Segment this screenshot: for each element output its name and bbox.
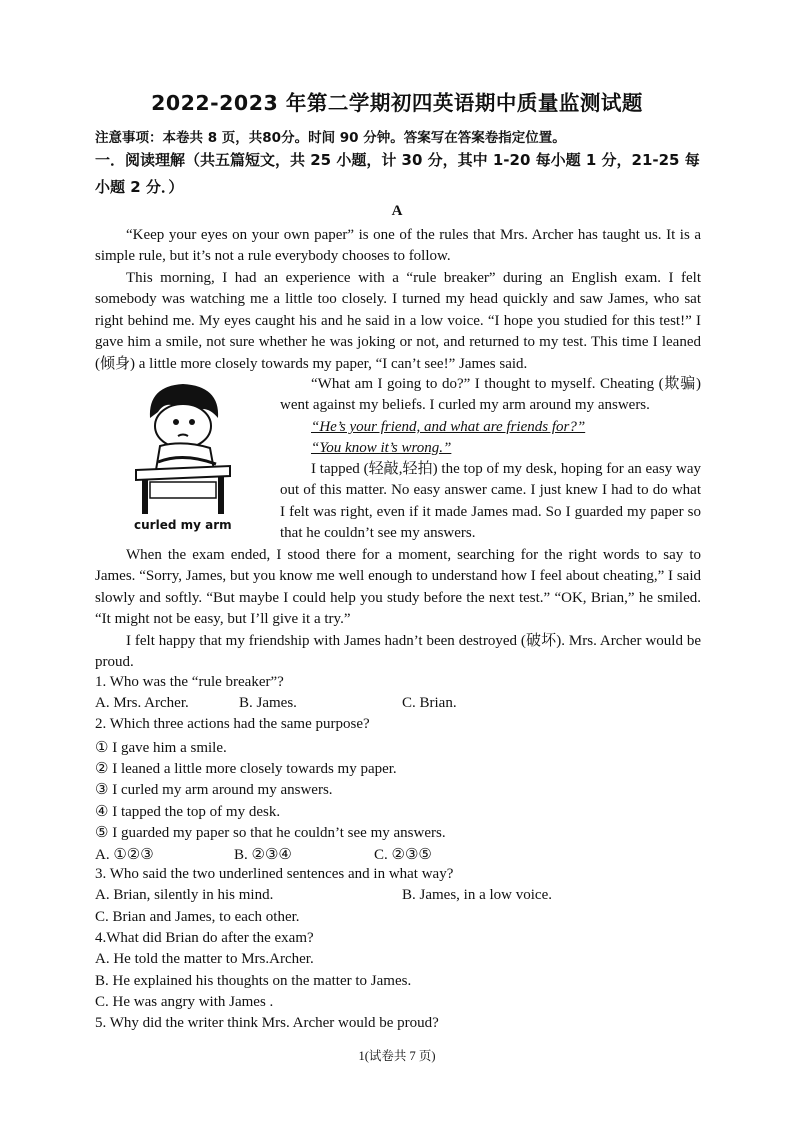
q2-item-5: ⑤ I guarded my paper so that he couldn’t see my answers. — [95, 825, 446, 841]
q3-option-a: A. Brian, silently in his mind. — [95, 887, 274, 903]
q2-item-1: ① I gave him a smile. — [95, 740, 227, 756]
section-heading: 一．阅读理解（共五篇短文，共 25 小题，计 30 分，其中 1-20 每小题 1 分，21-25 每小题 2 分．） — [95, 151, 700, 196]
question-4: 4.What did Brian do after the exam? — [95, 930, 314, 946]
q2-item-3: ③ I curled my arm around my answers. — [95, 782, 333, 798]
q2-option-a: A. ①②③ — [95, 847, 154, 863]
paragraph-6: I felt happy that my friendship with James hadn’t been destroyed (破坏). Mrs. Archer would be proud. — [95, 633, 701, 671]
q4-option-c: C. He was angry with James . — [95, 994, 274, 1010]
boy-at-desk-illustration — [128, 378, 238, 518]
question-2: 2. Which three actions had the same purpose? — [95, 716, 370, 732]
q2-item-4: ④ I tapped the top of my desk. — [95, 804, 281, 820]
exam-notice: 注意事项：本卷共 8 页，共80分。时间 90 分钟。答案写在答案卷指定位置。 — [95, 130, 566, 146]
paragraph-1: “Keep your eyes on your own paper” is one of the rules that Mrs. Archer has taught us. It is a simple rule, but it’s not a rule everybody chooses to follow. — [95, 227, 701, 265]
paragraph-3: “What am I going to do?” I thought to myself. Cheating (欺骗) went against my beliefs. I curled my arm around my answers. — [280, 376, 701, 414]
q3-option-c: C. Brian and James, to each other. — [95, 909, 300, 925]
passage-letter: A — [391, 203, 403, 219]
question-5: 5. Why did the writer think Mrs. Archer would be proud? — [95, 1015, 439, 1031]
paragraph-5: When the exam ended, I stood there for a moment, searching for the right words to say to James. “Sorry, James, but you know me well enough to understand how I feel about cheating,” I said slowly and softly. “But maybe I could help you study before the next test.” “OK, Brian,” he smiled. “It might not be easy, but I’ll give it a try.” — [95, 547, 701, 628]
q2-option-c: C. ②③⑤ — [374, 847, 432, 863]
page-footer: 1(试卷共 7 页) — [358, 1049, 436, 1063]
underlined-sentence-1: “He’s your friend, and what are friends for?” — [311, 419, 586, 435]
exam-title: 2022-2023 年第二学期初四英语期中质量监测试题 — [151, 91, 643, 115]
q2-option-b: B. ②③④ — [234, 847, 292, 863]
illustration-caption: curled my arm — [134, 518, 232, 532]
q1-option-a: A. Mrs. Archer. — [95, 695, 189, 711]
underlined-sentence-2: “You know it’s wrong.” — [311, 440, 452, 456]
question-3: 3. Who said the two underlined sentences and in what way? — [95, 866, 454, 882]
q1-option-b: B. James. — [239, 695, 297, 711]
q4-option-b: B. He explained his thoughts on the matter to James. — [95, 973, 412, 989]
q1-option-c: C. Brian. — [402, 695, 457, 711]
question-1: 1. Who was the “rule breaker”? — [95, 674, 284, 690]
paragraph-4: I tapped (轻敲,轻拍) the top of my desk, hoping for an easy way out of this matter. No easy answer came. I just knew I had to do what I felt was right, even if it made James mad. So I guarded my paper so that he couldn’t see my answers. — [280, 461, 701, 542]
q3-option-b: B. James, in a low voice. — [402, 887, 552, 903]
paragraph-2: This morning, I had an experience with a “rule breaker” during an English exam. I felt somebody was watching me a little too closely. I turned my head quickly and saw James, who sat right behind me. My eyes caught his and he said in a low voice. “I hope you studied for this test!” I gave him a smile, not sure whether he was joking or not, and returned to my test. This time I leaned (倾身) a little more closely towards my paper, “I can’t see!” James said. — [95, 270, 701, 372]
q2-item-2: ② I leaned a little more closely towards my paper. — [95, 761, 397, 777]
q4-option-a: A. He told the matter to Mrs.Archer. — [95, 951, 314, 967]
